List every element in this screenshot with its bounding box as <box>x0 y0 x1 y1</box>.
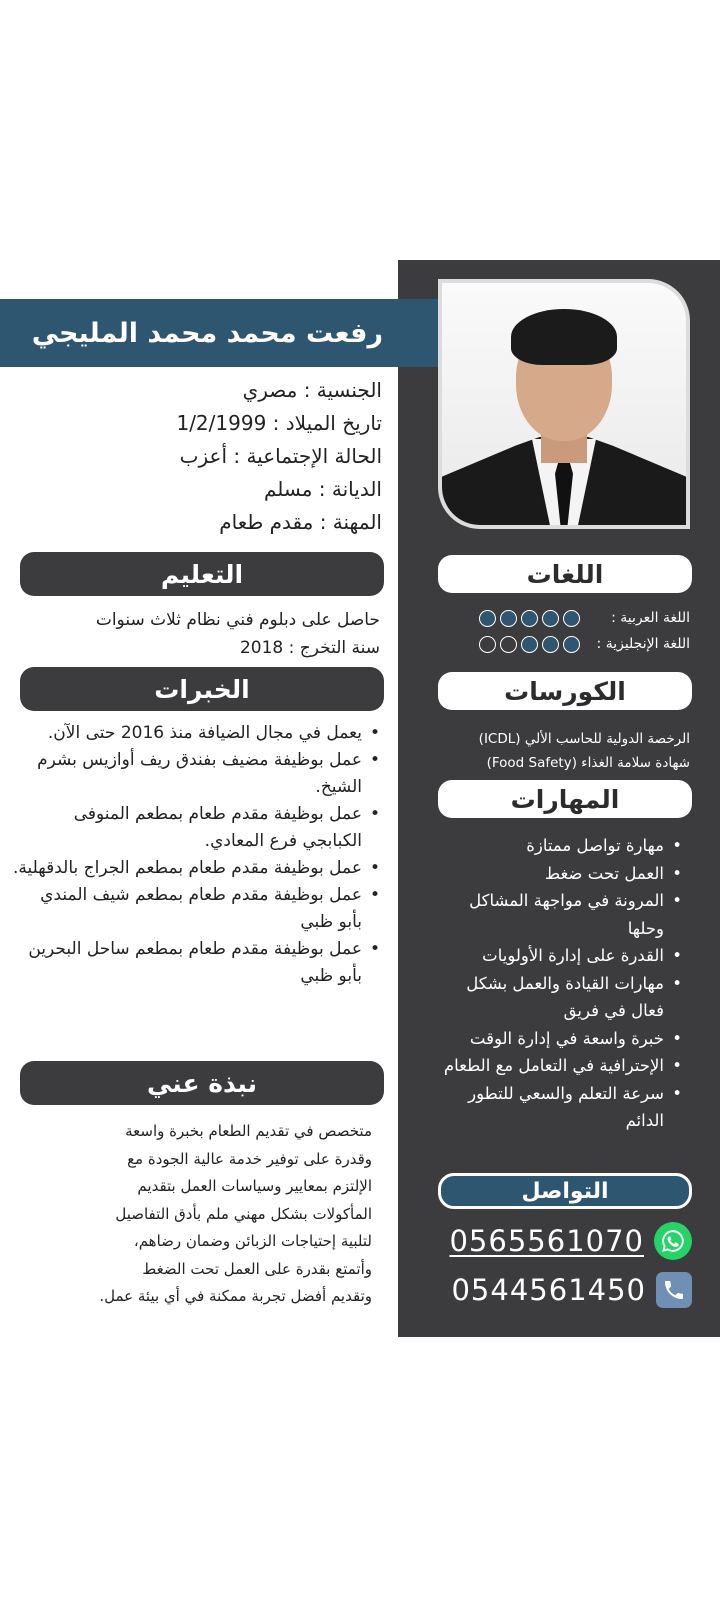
profile-photo <box>438 279 690 529</box>
list-item: • الإحترافية في التعامل مع الطعام <box>430 1052 664 1080</box>
about-header: نبذة عني <box>20 1061 384 1105</box>
course-line: الرخصة الدولية للحاسب الألي (ICDL) <box>478 731 690 747</box>
info-profession: المهنة : مقدم طعام <box>219 510 382 534</box>
full-name: رفعت محمد محمد المليجي <box>31 317 383 349</box>
list-item: • يعمل في مجال الضيافة منذ 2016 حتى الآن. <box>12 720 362 747</box>
about-line: لتلبية إحتياجات الزبائن وضمان رضاهم، <box>133 1232 372 1250</box>
experience-header: الخبرات <box>20 667 384 711</box>
list-item: • مهارات القيادة والعمل بشكل فعال في فريق <box>430 970 664 1025</box>
rating-dots <box>479 610 580 627</box>
education-line: سنة التخرج : 2018 <box>239 638 380 658</box>
list-item: • عمل بوظيفة مقدم طعام بمطعم ساحل البحرين بأبو ظبي <box>12 936 362 990</box>
personal-info <box>22 374 382 539</box>
education-line: حاصل على دبلوم فني نظام ثلاث سنوات <box>95 610 380 630</box>
rating-dot <box>521 610 538 627</box>
rating-dot <box>479 610 496 627</box>
list-item: • سرعة التعلم والسعي للتطور الدائم <box>430 1080 664 1135</box>
list-item: • عمل بوظيفة مقدم طعام بمطعم الجراج بالدقهلية. <box>12 855 362 882</box>
info-nationality: الجنسية : مصري <box>242 378 382 402</box>
skills-header: المهارات <box>438 780 692 818</box>
about-line: المأكولات بشكل مهني ملم بأدق التفاصيل <box>115 1204 372 1223</box>
rating-dot <box>542 610 559 627</box>
courses-content <box>430 727 690 775</box>
whatsapp-icon <box>654 1222 692 1260</box>
phone-icon <box>656 1272 692 1308</box>
whatsapp-row[interactable] <box>448 1221 692 1261</box>
phone-row[interactable] <box>448 1270 692 1310</box>
rating-dot <box>500 636 517 653</box>
about-line: وتقديم أفضل تجربة ممكنة في أي بيئة عمل. <box>99 1287 372 1305</box>
skills-list <box>430 832 664 1135</box>
rating-dot <box>521 636 538 653</box>
languages-header: اللغات <box>438 555 692 593</box>
language-row-arabic: اللغة العربية : <box>446 607 690 629</box>
rating-dot <box>563 636 580 653</box>
list-item: • عمل بوظيفة مقدم طعام بمطعم المنوفى الكبابجي فرع المعادي. <box>12 801 362 855</box>
about-line: وأتمتع بقدرة على العمل تحت الضغط <box>142 1259 372 1278</box>
list-item: • مهارة تواصل ممتازة <box>430 832 664 860</box>
info-birthdate: تاريخ الميلاد : 1/2/1999 <box>176 411 382 435</box>
about-line: متخصص في تقديم الطعام بخبرة واسعة <box>125 1122 372 1140</box>
list-item: • العمل تحت ضغط <box>430 860 664 888</box>
about-line: الإلتزم بمعايير وسياسات العمل بتقديم <box>137 1177 372 1195</box>
list-item: • المرونة في مواجهة المشاكل وحلها <box>430 887 664 942</box>
education-header: التعليم <box>20 552 384 596</box>
about-content <box>27 1118 372 1311</box>
courses-header: الكورسات <box>438 672 692 710</box>
rating-dots <box>479 636 580 653</box>
language-row-english: اللغة الإنجليزية : <box>446 633 690 655</box>
experience-list <box>12 720 380 990</box>
rating-dot <box>500 610 517 627</box>
name-banner <box>0 299 438 367</box>
list-item: • خبرة واسعة في إدارة الوقت <box>430 1025 664 1053</box>
about-line: وقدرة على توفير خدمة عالية الجودة مع <box>127 1149 372 1168</box>
rating-dot <box>542 636 559 653</box>
rating-dot <box>479 636 496 653</box>
info-religion: الديانة : مسلم <box>263 477 382 501</box>
contact-header: التواصل <box>438 1173 692 1209</box>
info-marital-status: الحالة الإجتماعية : أعزب <box>179 444 382 468</box>
phone-number[interactable]: 0544561450 <box>451 1273 646 1307</box>
list-item: • عمل بوظيفة مضيف بفندق ريف أوازيس بشرم الشيخ. <box>12 747 362 801</box>
education-content <box>20 606 380 662</box>
whatsapp-number[interactable]: 0565561070 <box>449 1224 644 1258</box>
list-item: • عمل بوظيفة مقدم طعام بمطعم شيف المندي بأبو ظبي <box>12 882 362 936</box>
course-line: شهادة سلامة الغذاء (Food Safety) <box>486 755 690 771</box>
list-item: • القدرة على إدارة الأولويات <box>430 942 664 970</box>
rating-dot <box>563 610 580 627</box>
